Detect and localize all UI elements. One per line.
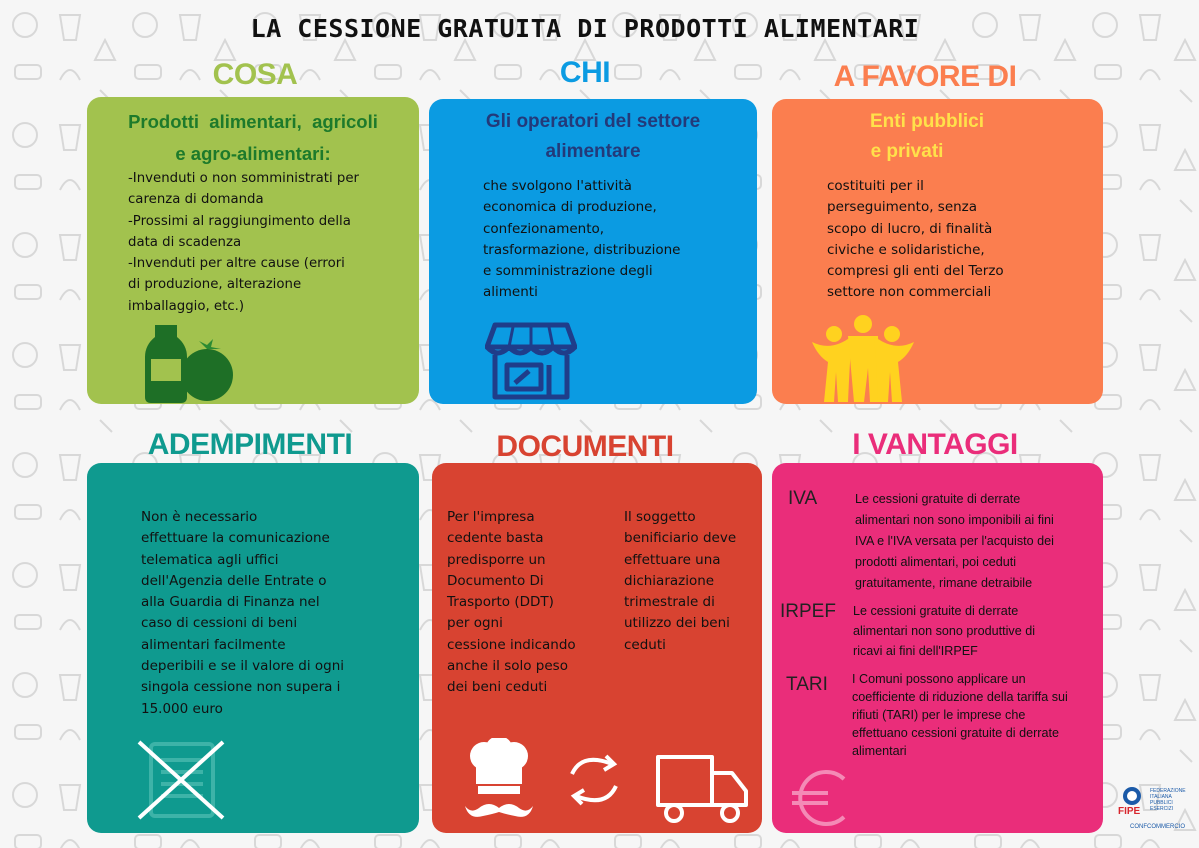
vantaggi-text-irpef: Le cessioni gratuite di derrate alimentari non sono produttive di ricavi ai fini dell'IRPEF <box>853 604 1036 658</box>
documenti-col2: Il soggetto benificiario deve effettuare una dichiarazione trimestrale di utilizzo dei beni ceduti <box>624 509 737 653</box>
fipe-line3: PUBBLICI <box>1150 800 1173 806</box>
favore-heading: A FAVORE DI <box>833 60 1017 93</box>
chi-subtitle-line1: Gli operatori del settore <box>485 111 701 132</box>
documenti-card <box>432 463 762 833</box>
vantaggi-label-tari: TARI <box>786 674 828 695</box>
chi-card <box>429 99 757 404</box>
fipe-line2: ITALIANA <box>1150 794 1172 800</box>
vantaggi-card <box>772 463 1103 833</box>
truck-icon <box>654 753 752 827</box>
favore-subtitle-line2: e privati <box>870 141 944 162</box>
chi-subtitle-line2: alimentare <box>545 141 641 162</box>
cosa-subtitle-line1: Prodotti alimentari, agricoli <box>128 111 378 132</box>
fipe-sub: CONFCOMMERCIO <box>1130 824 1185 830</box>
vantaggi-text-iva: Le cessioni gratuite di derrate alimentari non sono imponibili ai fini IVA e l'IVA versata per l'acquisto dei prodotti alimentari, poi ceduti gratuitamente, rimane detraibile <box>855 492 1054 590</box>
cosa-heading: COSA <box>212 58 298 91</box>
fipe-name: FIPE <box>1118 806 1141 817</box>
documenti-col1: Per l'impresa cedente basta predisporre un Documento Di Trasporto (DDT) per ogni cessione indicando anche il solo peso dei beni ceduti <box>447 509 576 696</box>
bottle-tomato-icon <box>143 317 243 407</box>
chi-body: che svolgono l'attività economica di produzione, confezionamento, trasformazione, distribuzione e somministrazione degli alimenti <box>483 178 681 301</box>
chi-heading: CHI <box>559 56 611 89</box>
crossed-document-icon <box>137 738 227 822</box>
vantaggi-text-tari: I Comuni possono applicare un coefficiente di riduzione della tariffa sui rifiuti (TARI) per le imprese che effettuano cessioni gratuite di derrate alimentari <box>852 672 1068 758</box>
favore-card <box>772 99 1103 404</box>
shop-icon <box>485 321 577 401</box>
favore-body: costituiti per il perseguimento, senza scopo di lucro, di finalità civiche e solidaristiche, compresi gli enti del Terzo settore non commerciali <box>827 178 1004 301</box>
adempimenti-heading: ADEMPIMENTI <box>147 428 353 461</box>
vantaggi-heading: I VANTAGGI <box>852 428 1018 461</box>
favore-subtitle-line1: Enti pubblici <box>870 111 984 132</box>
cosa-card <box>87 97 419 404</box>
people-group-icon <box>808 314 918 404</box>
euro-icon <box>788 765 854 831</box>
page-title: LA CESSIONE GRATUITA DI PRODOTTI ALIMENTARI <box>250 14 920 43</box>
fipe-logo <box>1118 786 1194 842</box>
vantaggi-label-iva: IVA <box>788 488 818 509</box>
exchange-arrows-icon <box>564 748 624 812</box>
vantaggi-label-irpef: IRPEF <box>780 601 836 622</box>
cosa-body: -Invenduti o non somministrati per carenza di domanda -Prossimi al raggiungimento della data di scadenza -Invenduti per altre cause (errori di produzione, alterazione imballaggio, etc.) <box>128 171 359 314</box>
fipe-line4: ESERCIZI <box>1150 806 1174 812</box>
documenti-heading: DOCUMENTI <box>496 430 674 463</box>
adempimenti-card <box>87 463 419 833</box>
chef-icon <box>464 738 534 828</box>
cosa-subtitle-line2: e agro-alimentari: <box>175 143 331 164</box>
adempimenti-body: Non è necessario effettuare la comunicazione telematica agli uffici dell'Agenzia delle Entrate o alla Guardia di Finanza nel caso di cessioni di beni alimentari facilmente deperibili e se il valore di ogni singola cessione non supera i 15.000 euro <box>141 509 345 717</box>
fipe-line1: FEDERAZIONE <box>1150 788 1186 794</box>
